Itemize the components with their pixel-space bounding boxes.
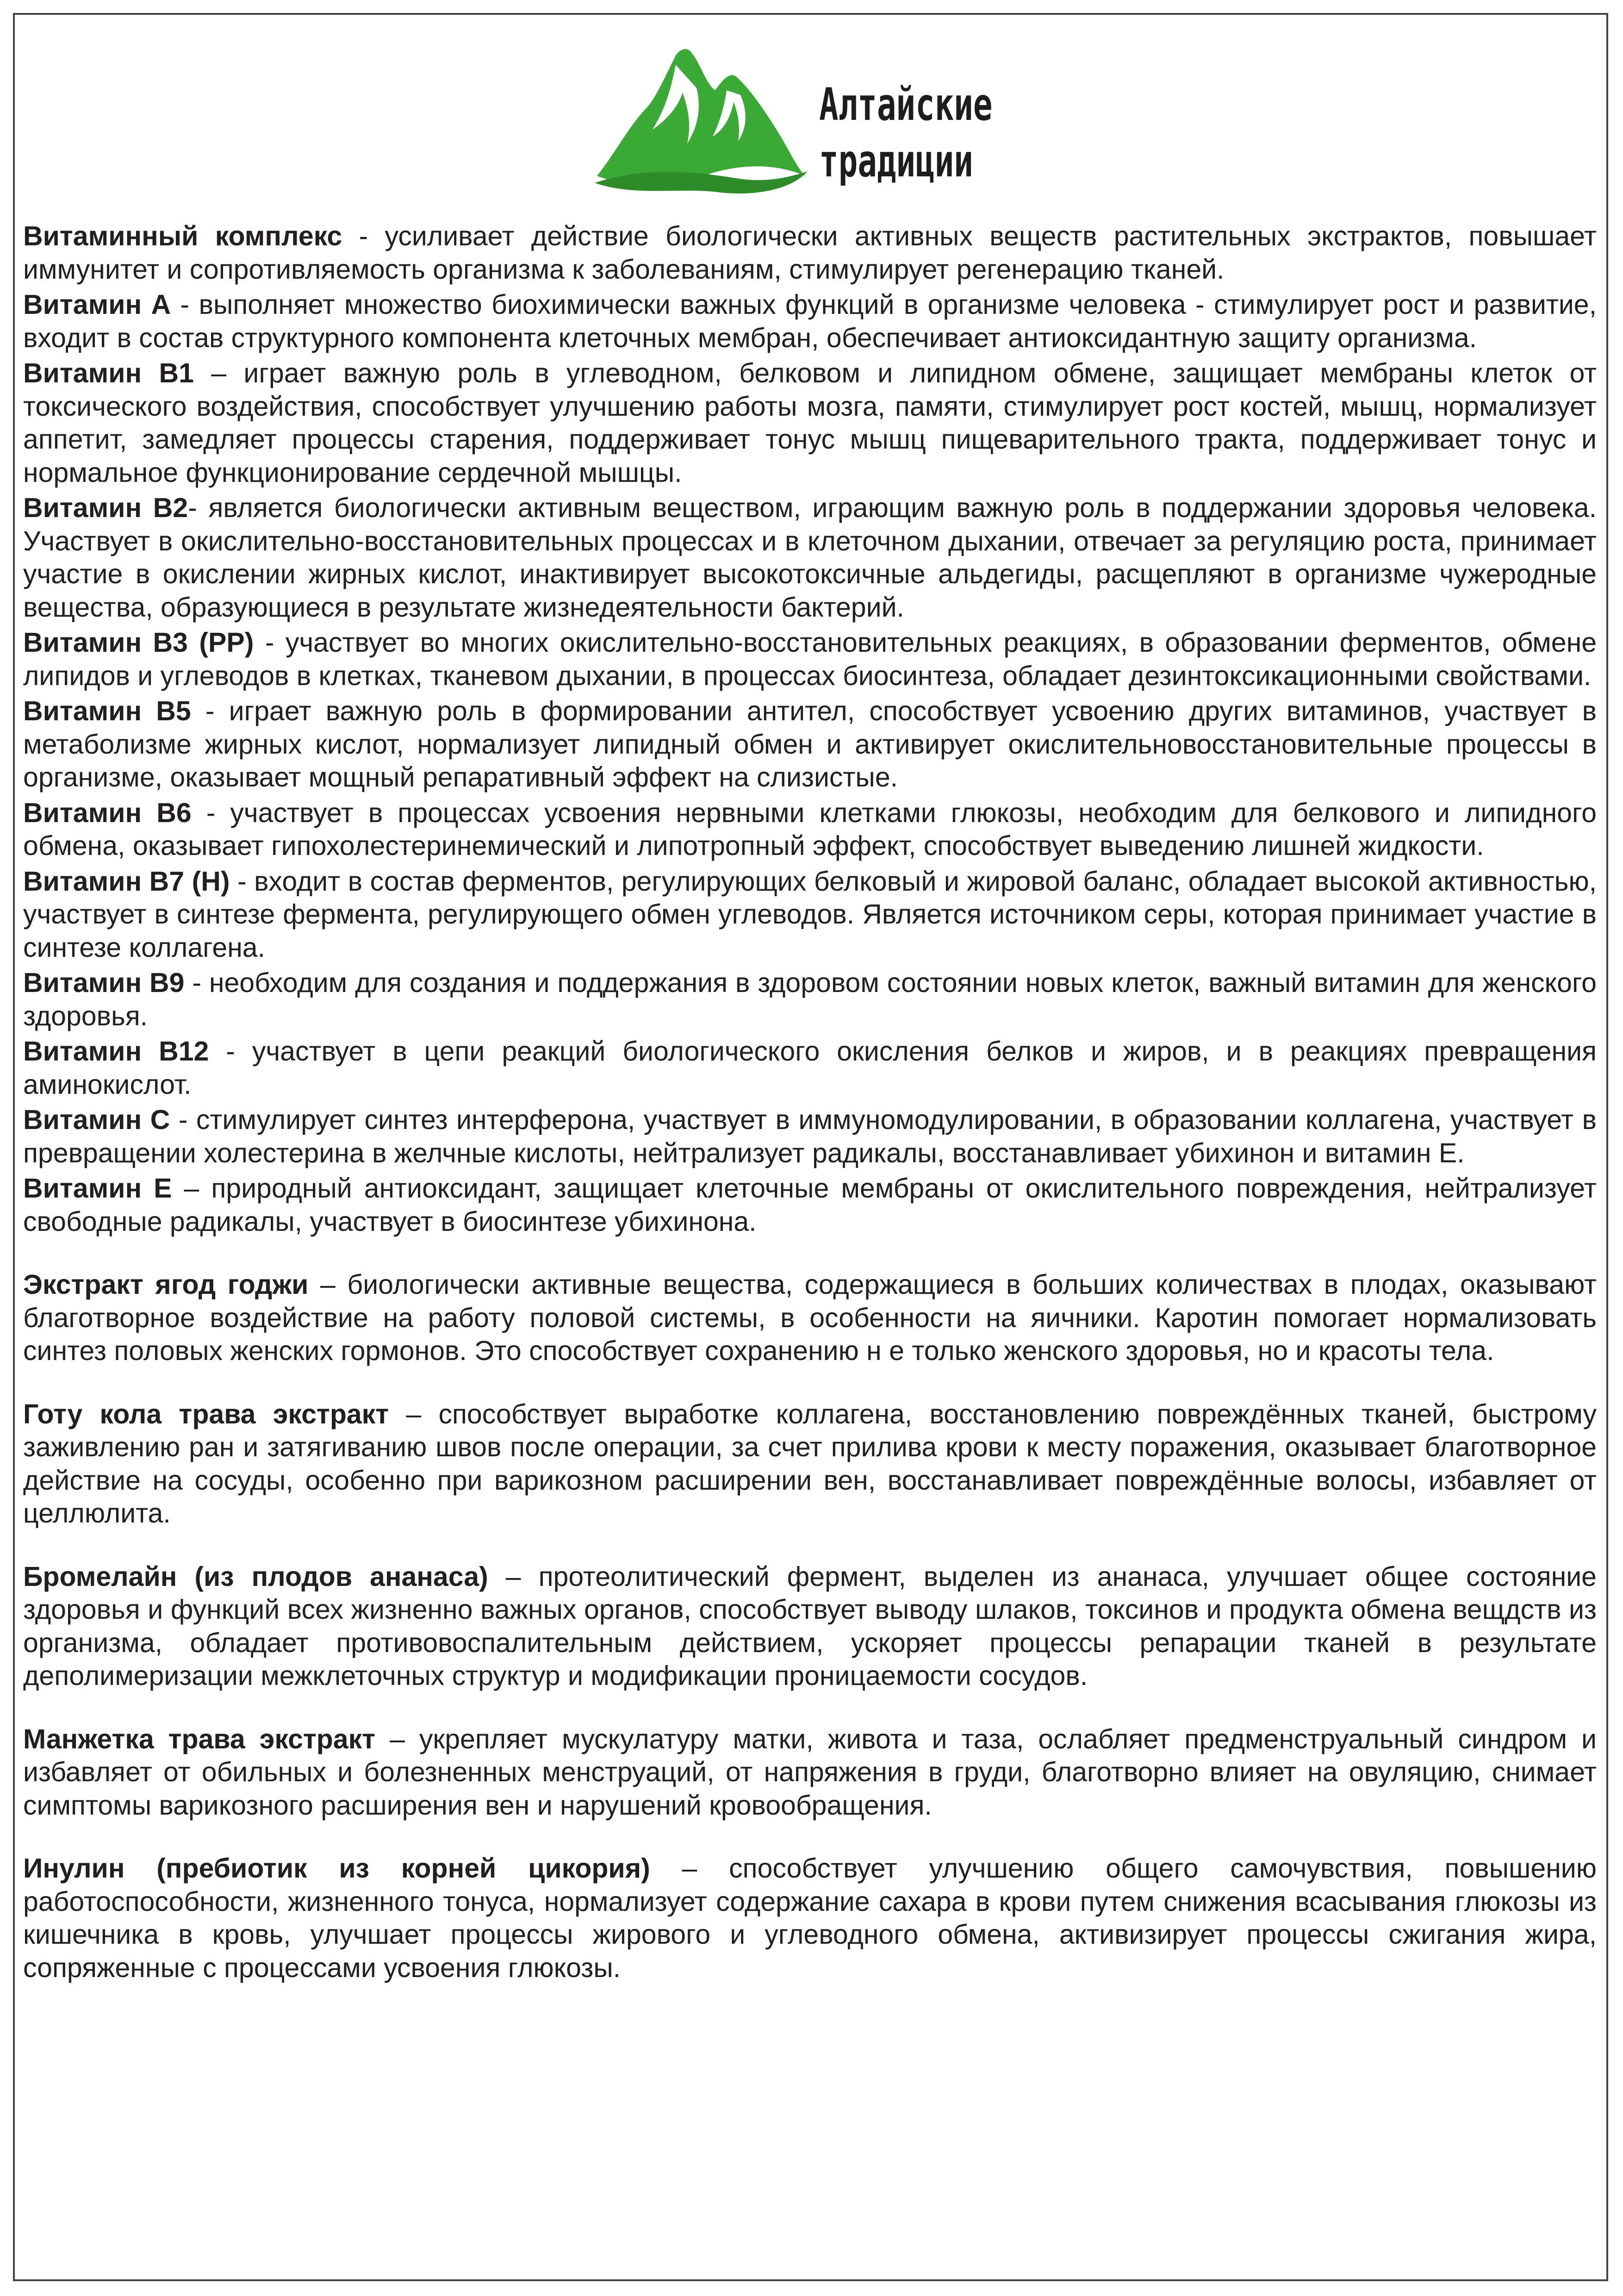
vitamin-text: - участвует в цепи реакций биологического окисления белков и жиров, и в реакциях превращения аминокислот. bbox=[23, 1036, 1597, 1100]
vitamin-text: - усиливает действие биологически активных веществ растительных экстрактов, повышает иммунитет и сопротивляемость организма к заболеваниям, стимулирует регенерацию тканей. bbox=[23, 221, 1597, 285]
vitamin-paragraph bbox=[23, 357, 1597, 489]
vitamin-text: - входит в состав ферментов, регулирующих белковый и жировой баланс, обладает высокой активностью, участвует в синтезе фермента, регулирующего обмен углеводов. Является источником серы, которая принимает участие в синтезе коллагена. bbox=[23, 866, 1597, 963]
vitamin-text: - выполняет множество биохимически важных функций в организме человека - стимулирует рост и развитие, входит в состав структурного компонента клеточных мембран, обеспечивает антиоксидантную защиту организма. bbox=[23, 289, 1597, 353]
vitamin-paragraph bbox=[23, 220, 1597, 286]
extract-paragraph-gotu-kola bbox=[23, 1398, 1597, 1530]
extract-paragraph-goji bbox=[23, 1268, 1597, 1368]
extract-title: Экстракт ягод годжи bbox=[23, 1269, 309, 1300]
brand-logo bbox=[588, 37, 1051, 204]
vitamin-title: Витамин В9 bbox=[23, 967, 185, 998]
vitamin-paragraph bbox=[23, 865, 1597, 965]
vitamin-title: Витамин В5 bbox=[23, 696, 191, 726]
vitamin-text: – природный антиоксидант, защищает клеточные мембраны от окислительного повреждения, нейтрализует свободные радикалы, участвует в биосинтезе убихинона. bbox=[23, 1173, 1597, 1237]
extract-title: Инулин (пребиотик из корней цикория) bbox=[23, 1853, 650, 1884]
vitamin-text: - необходим для создания и поддержания в здоровом состоянии новых клеток, важный витамин для женского здоровья. bbox=[23, 967, 1597, 1031]
extract-text: – способствует улучшению общего самочувствия, повышению работоспособности, жизненного тонуса, нормализует содержание сахара в крови путем снижения всасывания глюкозы из кишечника в кровь, улучшает процессы жирового и углеводного обмена, активизирует процессы сжигания жира, сопряженные с процессами усвоения глюкозы. bbox=[23, 1853, 1597, 1983]
extract-title: Готу кола трава экстракт bbox=[23, 1398, 389, 1429]
vitamin-title: Витамин В1 bbox=[23, 358, 194, 388]
vitamin-title: Витамин В3 (РР) bbox=[23, 627, 254, 658]
vitamin-text: - является биологически активным веществом, играющим важную роль в поддержании здоровья человека. Участвует в окислительно-восстановительных процессах и в клеточном дыхании, отвечает за регуляцию роста, принимает участие в окислении жирных кислот, инактивирует высокотоксичные альдегиды, расщепляют в организме чужеродные вещества, образующиеся в результате жизнедеятельности бактерий. bbox=[23, 493, 1597, 623]
vitamin-paragraph bbox=[23, 695, 1597, 794]
vitamin-text: - стимулирует синтез интерферона, участвует в иммуномодулировании, в образовании коллагена, участвует в превращении холестерина в желчные кислоты, нейтрализует радикалы, восстанавливает убихинон и витамин Е. bbox=[23, 1104, 1597, 1168]
vitamin-paragraph bbox=[23, 1104, 1597, 1170]
vitamin-paragraph bbox=[23, 1172, 1597, 1238]
vitamin-paragraph bbox=[23, 1035, 1597, 1101]
vitamin-paragraph bbox=[23, 288, 1597, 355]
extract-title: Манжетка трава экстракт bbox=[23, 1723, 376, 1754]
vitamin-title: Витамин В7 (Н) bbox=[23, 866, 230, 897]
vitamin-title: Витамин В2 bbox=[23, 493, 188, 523]
brand-name bbox=[819, 76, 993, 189]
vitamin-title: Витамин В12 bbox=[23, 1036, 209, 1067]
document-body bbox=[23, 220, 1597, 2012]
vitamin-title: Витамин А bbox=[23, 289, 171, 320]
vitamin-paragraph bbox=[23, 492, 1597, 624]
extract-text: – укрепляет мускулатуру матки, живота и таза, ослабляет предменструальный синдром и избавляет от обильных и болезненных менструаций, от напряжения в груди, благотворно влияет на овуляцию, снимает симптомы варикозного расширения вен и нарушений кровообращения. bbox=[23, 1723, 1597, 1821]
vitamin-title: Витамин С bbox=[23, 1104, 170, 1135]
vitamins-section bbox=[23, 220, 1597, 1238]
vitamin-paragraph bbox=[23, 967, 1597, 1033]
extract-text: – протеолитический фермент, выделен из ананаса, улучшает общее состояние здоровья и функций всех жизненно важных органов, способствует выводу шлаков, токсинов и продукта обмена вещдств из организма, обладает противовоспалительным действием, ускоряет процессы репарации тканей в результате деполимеризации межклеточных структур и модификации проницаемости сосудов. bbox=[23, 1561, 1597, 1691]
vitamin-text: - играет важную роль в формировании антител, способствует усвоению других витаминов, участвует в метаболизме жирных кислот, нормализует липидный обмен и активирует окислительновосстановительные процессы в организме, оказывает мощный репаративный эффект на слизистые. bbox=[23, 696, 1597, 792]
extract-text: – биологически активные вещества, содержащиеся в больших количествах в плодах, оказывают благотворное воздействие на работу половой системы, в особенности на яичники. Каротин помогает нормализовать синтез половых женских гормонов. Это способствует сохранению н е только женского здоровья, но и красоты тела. bbox=[23, 1269, 1597, 1366]
extract-paragraph-bromelain bbox=[23, 1560, 1597, 1693]
extract-text: – способствует выработке коллагена, восстановлению повреждённых тканей, быстрому заживлению ран и затягиванию швов после операции, за счет прилива крови к месту поражения, оказывает благотворное действие на сосуды, особенно при варикозном расширении вен, восстанавливает повреждённые волосы, избавляет от целлюлита. bbox=[23, 1398, 1597, 1529]
extract-paragraph-inulin bbox=[23, 1852, 1597, 1984]
brand-line-2: традиции bbox=[819, 135, 973, 187]
vitamin-text: – играет важную роль в углеводном, белковом и липидном обмене, защищает мембраны клеток от токсического воздействия, способствует улучшению работы мозга, памяти, стимулирует рост костей, мышц, нормализует аппетит, замедляет процессы старения, поддерживает тонус мышц пищеварительного тракта, поддерживает тонус и нормальное функционирование сердечной мышцы. bbox=[23, 358, 1597, 488]
extract-paragraph-alchemilla bbox=[23, 1723, 1597, 1822]
extract-title: Бромелайн (из плодов ананаса) bbox=[23, 1561, 488, 1592]
vitamin-text: - участвует в процессах усвоения нервными клетками глюкозы, необходим для белкового и липидного обмена, оказывает гипохолестеринемический и липотропный эффект, способствует выведению лишней жидкости. bbox=[23, 797, 1597, 861]
vitamin-title: Витамин В6 bbox=[23, 797, 192, 828]
vitamin-paragraph bbox=[23, 626, 1597, 693]
vitamin-text: - участвует во многих окислительно-восстановительных реакциях, в образовании ферментов, обмене липидов и углеводов в клетках, тканевом дыхании, в процессах биосинтеза, обладает дезинтоксикационными свойствами. bbox=[23, 627, 1597, 691]
vitamin-paragraph bbox=[23, 797, 1597, 863]
brand-line-1: Алтайские bbox=[819, 79, 993, 131]
vitamin-title: Витаминный комплекс bbox=[23, 221, 342, 251]
vitamin-title: Витамин Е bbox=[23, 1173, 172, 1204]
mountain-logo-icon bbox=[588, 37, 810, 204]
